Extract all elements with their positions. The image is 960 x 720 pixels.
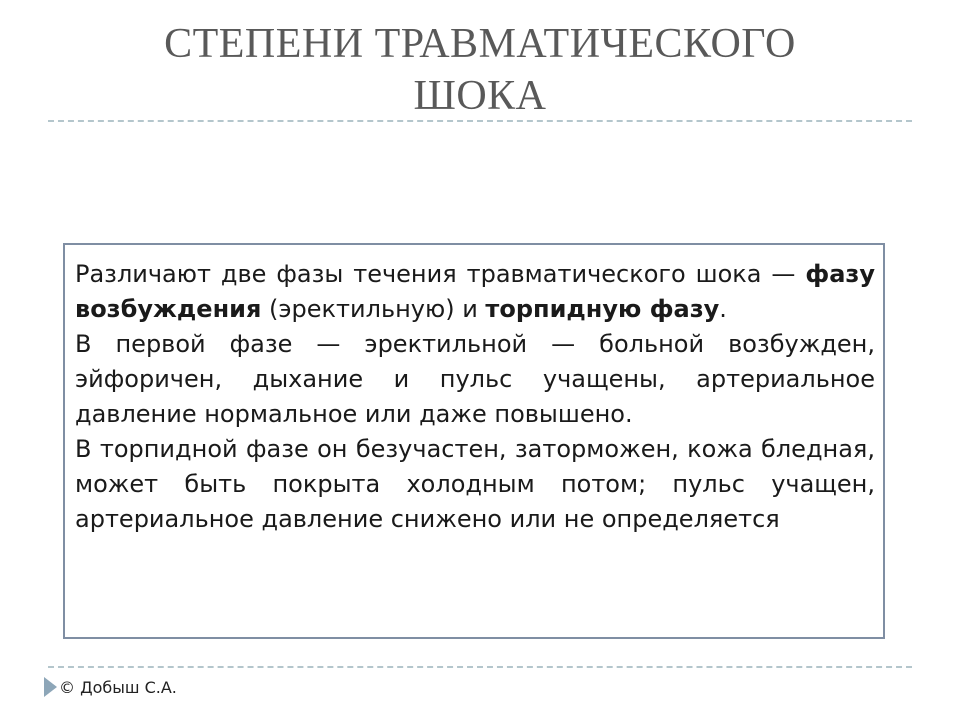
footer <box>44 677 177 697</box>
copyright-text: © Добыш С.А. <box>59 677 177 697</box>
paragraph-phases-text-c: (эректильную) и <box>261 295 486 323</box>
title-line-1: СТЕПЕНИ ТРАВМАТИЧЕСКОГО <box>164 21 796 67</box>
paragraph-phases-text-e: . <box>719 295 727 323</box>
paragraph-phases-text-a: Различают две фазы течения травматического шока — <box>75 260 806 288</box>
top-divider <box>48 120 912 122</box>
content-text-box <box>63 243 885 639</box>
paragraph-torpid: В торпидной фазе он безучастен, заторможен, кожа бледная, может быть покрыта холодным потом; пульс учащен, артериальное давление снижено или не определяется <box>75 435 875 533</box>
paragraph-phases <box>75 257 875 327</box>
paragraph-erectile: В первой фазе — эректильной — больной возбужден, эйфоричен, дыхание и пульс учащены, артериальное давление нормальное или даже повышено. <box>75 330 875 428</box>
excitation-phase-term: фазу возбуждения <box>75 260 875 323</box>
torpid-phase-term: торпидную фазу <box>485 295 720 323</box>
bottom-divider <box>48 666 912 668</box>
slide-title <box>50 18 910 122</box>
triangle-right-icon <box>44 677 57 697</box>
title-line-2: ШОКА <box>413 73 547 119</box>
